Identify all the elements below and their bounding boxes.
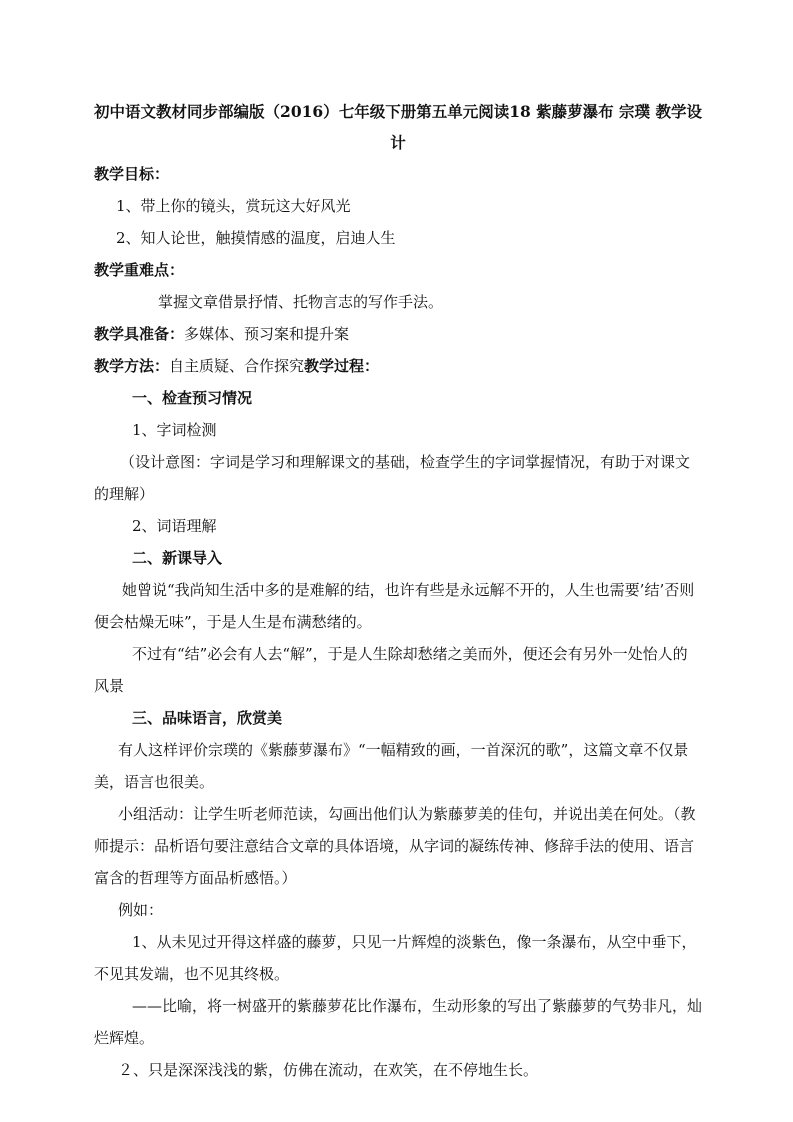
section-3-heading: 三、品味语言，欣赏美	[132, 709, 283, 727]
example-label: 例如：	[118, 901, 164, 919]
item-1-1: 1、字词检测	[132, 421, 217, 439]
design-note: （设计意图：字词是学习和理解课文的基础，检查学生的字词掌握情况，有助于对课文的理解）	[94, 453, 691, 503]
item-1-2: 2、词语理解	[132, 517, 217, 535]
process-heading: 教学过程：	[304, 357, 380, 375]
document-title: 初中语文教材同步部编版（2016）七年级下册第五单元阅读18 紫藤萝瀑布 宗璞 教学设计	[94, 102, 702, 152]
example-2: ２、只是深深浅浅的紫，仿佛在流动，在欢笑，在不停地生长。	[118, 1061, 539, 1079]
intro-paragraph-2: 不过有“结”必会有人去“解”，于是人生除却愁绪之美而外，便还会有另外一处怡人的风景	[94, 645, 688, 695]
methods-text: 自主质疑、合作探究	[169, 357, 305, 375]
tools-heading: 教学具准备：	[94, 325, 185, 343]
objective-2: 2、知人论世，触摸情感的温度，启迪人生	[116, 229, 396, 247]
section-2-heading: 二、新课导入	[132, 549, 223, 567]
section-1-heading: 一、检查预习情况	[132, 389, 253, 407]
group-activity: 小组活动：让学生听老师范读，勾画出他们认为紫藤萝美的佳句，并说出美在何处。（教师提示：品析语句要注意结合文章的具体语境，从字词的凝练传神、修辞手法的使用、语言富含的哲理等方面品析感悟。）	[94, 805, 696, 887]
methods-heading: 教学方法：	[94, 357, 170, 375]
language-paragraph-1: 有人这样评价宗璞的《紫藤萝瀑布》“一幅精致的画，一首深沉的歌”，这篇文章不仅景美，语言也很美。	[94, 741, 689, 791]
key-points-text: 掌握文章借景抒情、托物言志的写作手法。	[158, 293, 444, 311]
objective-1: 1、带上你的镜头，赏玩这大好风光	[116, 197, 351, 215]
tools-line	[94, 318, 702, 350]
example-1: 1、从未见过开得这样盛的藤萝，只见一片辉煌的淡紫色，像一条瀑布，从空中垂下，不见其发端，也不见其终极。	[94, 933, 697, 983]
key-points-heading: 教学重难点：	[94, 261, 185, 279]
objectives-heading: 教学目标：	[94, 165, 170, 183]
document-page	[94, 96, 702, 1086]
example-1-note: ——比喻，将一树盛开的紫藤萝花比作瀑布，生动形象的写出了紫藤萝的气势非凡，灿烂辉煌。	[94, 997, 703, 1047]
tools-text: 多媒体、预习案和提升案	[184, 325, 350, 343]
intro-paragraph-1: 她曾说“我尚知生活中多的是难解的结，也许有些是永远解不开的，人生也需要’结’否则便会枯燥无味”，于是人生是布满愁绪的。	[94, 581, 695, 631]
methods-line	[94, 350, 702, 382]
